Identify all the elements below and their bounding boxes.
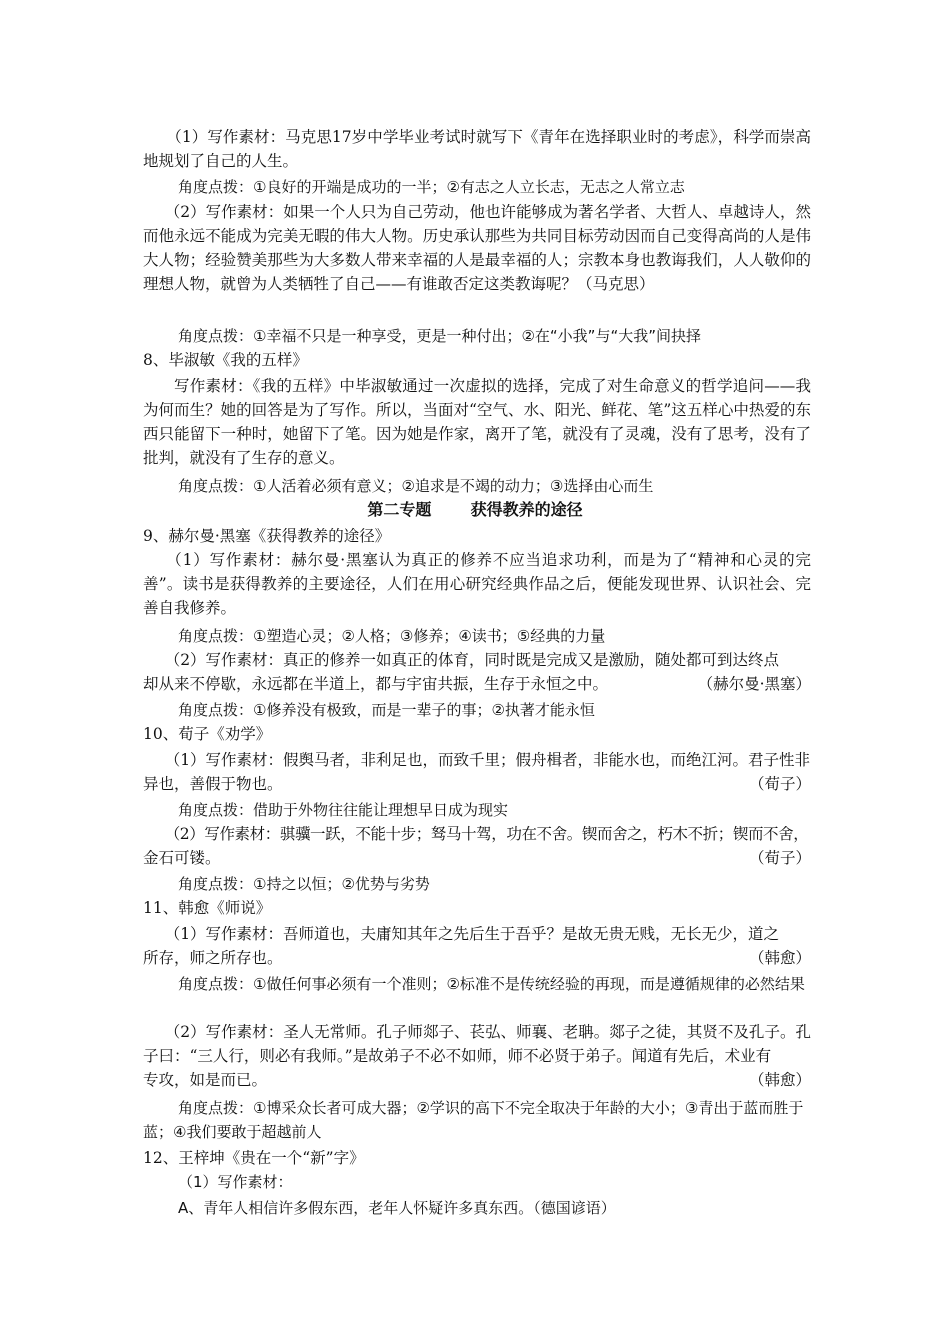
paragraph-9-line-1: （2）写作素材：圣人无常师。孔子师郯子、苌弘、师襄、老聃。郯子之徒，其贤不及孔子。孔子曰：“三人行，则必有我师。”是故弟子不必不如师，师不必贤于弟子。闻道有先后，术业有 [143, 1023, 811, 1065]
paragraph-5-line-1: （2）写作素材：真正的修养一如真正的体育，同时既是完成又是激励，随处都可到达终点 [164, 651, 780, 669]
paragraph-5-text: 却从来不停歇，永远都在半道上，都与宇宙共振，生存于永恒之中。 [143, 675, 609, 693]
angle-hint-6: 角度点拨：借助于外物往往能让理想早日成为现实 [178, 801, 509, 819]
angle-hint-5: 角度点拨：①修养没有极致，而是一辈子的事；②执著才能永恒 [178, 701, 595, 719]
paragraph-5-source: （赫尔曼·黑塞） [697, 675, 811, 693]
paragraph-7-line-1: （2）写作素材：骐骥一跃，不能十步；驽马十驾，功在不舍。锲而舍之，朽木不折；锲而不舍， [164, 825, 809, 843]
paragraph-9-source: （韩愈） [748, 1071, 811, 1089]
paragraph-10: （1）写作素材： [178, 1173, 293, 1191]
heading-11: 11、韩愈《师说》 [143, 899, 272, 917]
paragraph-6-text: 异也，善假于物也。 [143, 775, 283, 793]
paragraph-5-line-2 [143, 672, 811, 696]
paragraph-8-source: （韩愈） [748, 949, 811, 967]
angle-hint-1: 角度点拨：①良好的开端是成功的一半；②有志之人立长志，无志之人常立志 [178, 178, 685, 196]
paragraph-7-text: 金石可镂。 [143, 849, 221, 867]
paragraph-7-source: （荀子） [748, 849, 811, 867]
angle-hint-7: 角度点拨：①持之以恒；②优势与劣势 [178, 875, 430, 893]
angle-hint-4: 角度点拨：①塑造心灵；②人格；③修养；④读书；⑤经典的力量 [178, 627, 606, 645]
angle-hint-9: 角度点拨：①博采众长者可成大器；②学识的高下不完全取决于年龄的大小；③青出于蓝而胜于蓝；④我们要敢于超越前人 [143, 1099, 804, 1141]
angle-hint-3: 角度点拨：①人活着必须有意义；②追求是不竭的动力；③选择由心而生 [178, 477, 654, 495]
paragraph-8-text: 所存，师之所存也。 [143, 949, 283, 967]
paragraph-8 [143, 922, 811, 970]
paragraph-6-line-2 [143, 772, 811, 796]
paragraph-9-text: 专攻，如是而已。 [143, 1071, 268, 1089]
paragraph-9 [143, 1020, 811, 1092]
paragraph-9-line-3 [143, 1068, 811, 1092]
paragraph-7-line-2 [143, 846, 811, 870]
section-number: 第二专题 [367, 500, 432, 519]
paragraph-2: （2）写作素材：如果一个人只为自己劳动，他也许能够成为著名学者、大哲人、卓越诗人，然而他永远不能成为完美无暇的伟大人物。历史承认那些为共同目标劳动因而自己变得高尚的人是伟大人物；经验赞美那些为大多数人带来幸福的人是最幸福的人；宗教本身也教诲我们，人人敬仰的理想人物，就曾为人类牺牲了自己——有谁敢否定这类教诲呢？（马克思） [143, 203, 811, 293]
paragraph-4: （1）写作素材：赫尔曼·黑塞认为真正的修养不应当追求功利，而是为了“精神和心灵的完善”。读书是获得教养的主要途径，人们在用心研究经典作品之后，便能发现世界、认识社会、完善自我修养。 [143, 551, 811, 617]
heading-12: 12、王梓坤《贵在一个“新”字》 [143, 1149, 365, 1167]
angle-hint-8: 角度点拨：①做任何事必须有一个准则；②标准不是传统经验的再现，而是遵循规律的必然结果 [178, 975, 805, 993]
heading-9: 9、赫尔曼·黑塞《获得教养的途径》 [143, 527, 391, 545]
paragraph-8-line-2 [143, 946, 811, 970]
paragraph-5 [143, 648, 811, 696]
paragraph-6-line-1: （1）写作素材：假舆马者，非利足也，而致千里；假舟楫者，非能水也，而绝江河。君子性非 [164, 751, 811, 769]
paragraph-6 [143, 748, 811, 796]
paragraph-1: （1）写作素材：马克思17岁中学毕业考试时就写下《青年在选择职业时的考虑》，科学而崇高地规划了自己的人生。 [143, 128, 811, 170]
paragraph-6-source: （荀子） [748, 775, 811, 793]
paragraph-7 [143, 822, 811, 870]
section-heading [0, 498, 950, 522]
paragraph-11: A、青年人相信许多假东西，老年人怀疑许多真东西。（德国谚语） [178, 1199, 616, 1217]
heading-8: 8、毕淑敏《我的五样》 [143, 351, 308, 369]
heading-10: 10、荀子《劝学》 [143, 725, 272, 743]
paragraph-8-line-1: （1）写作素材：吾师道也，夫庸知其年之先后生于吾乎？是故无贵无贱，无长无少，道之 [164, 925, 780, 943]
angle-hint-2: 角度点拨：①幸福不只是一种享受，更是一种付出；②在“小我”与“大我”间抉择 [178, 327, 701, 345]
paragraph-3: 写作素材：《我的五样》中毕淑敏通过一次虚拟的选择，完成了对生命意义的哲学追问——我为何而生？她的回答是为了写作。所以，当面对“空气、水、阳光、鲜花、笔”这五样心中热爱的东西只能留下一种时，她留下了笔。因为她是作家，离开了笔，就没有了灵魂，没有了思考，没有了批判，就没有了生存的意义。 [143, 377, 811, 467]
section-title: 获得教养的途径 [470, 500, 583, 519]
